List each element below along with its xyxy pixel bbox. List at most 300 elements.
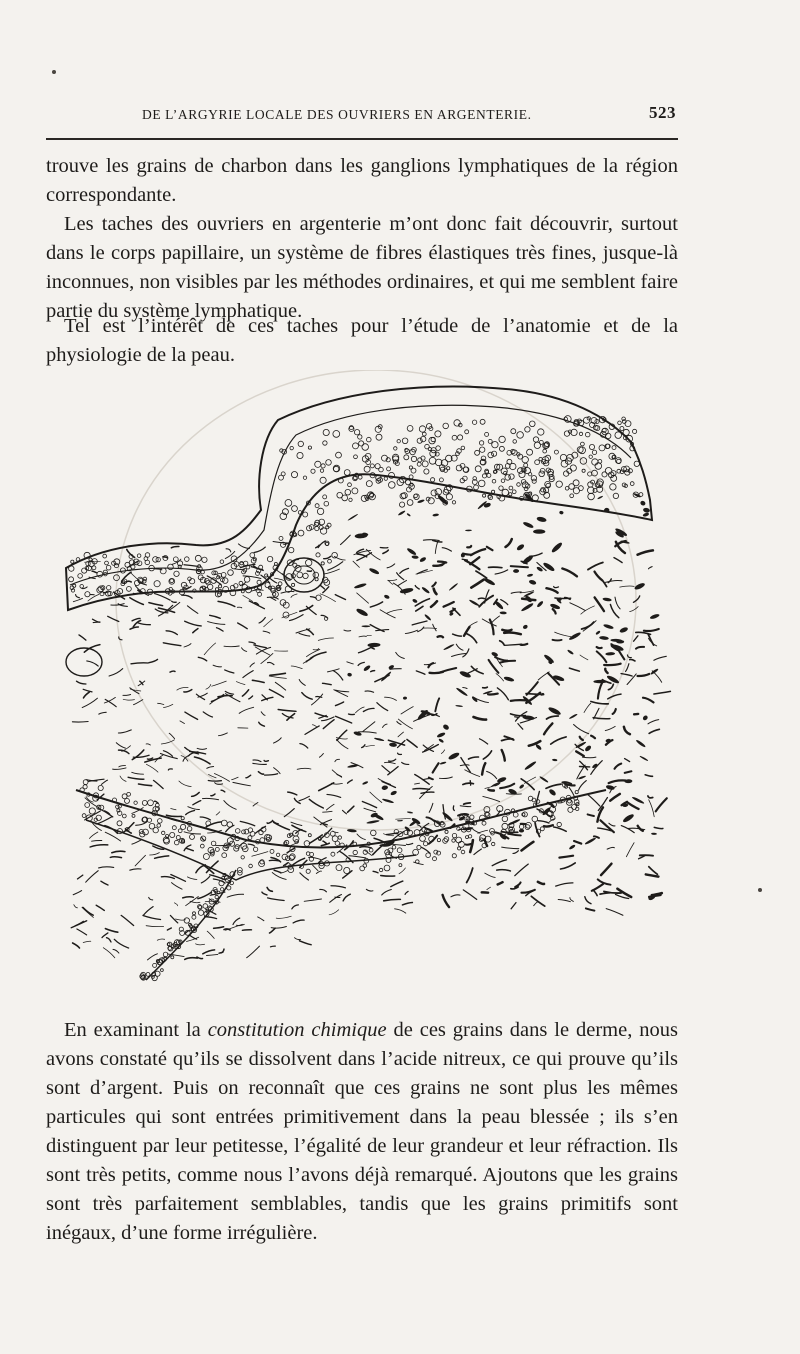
silver-grain-cluster: [355, 607, 368, 617]
fiber-stroke: [428, 663, 433, 667]
fiber-stroke: [161, 877, 174, 879]
fiber-stroke: [370, 792, 382, 803]
tissue-cell: [456, 837, 462, 843]
silver-grain-cluster: [494, 600, 504, 610]
fiber-stroke: [467, 546, 471, 547]
tissue-cell: [215, 895, 218, 898]
tissue-cell: [145, 560, 150, 565]
tissue-cell: [334, 466, 339, 471]
fiber-stroke: [90, 845, 108, 847]
tissue-cell: [249, 864, 253, 868]
tissue-cell: [320, 477, 326, 483]
tissue-cell: [206, 581, 210, 585]
tissue-cell: [168, 564, 174, 570]
tissue-cell: [315, 578, 318, 581]
fiber-stroke: [456, 644, 463, 650]
tissue-cell: [363, 864, 367, 868]
tissue-cell: [293, 563, 297, 567]
fiber-stroke: [300, 744, 308, 749]
fiber-stroke: [267, 887, 272, 891]
paragraph-1: [46, 152, 678, 210]
silver-grain-cluster: [382, 798, 394, 804]
epidermis-inner-line: [70, 405, 631, 585]
fiber-stroke: [536, 791, 540, 804]
fiber-stroke: [630, 659, 635, 660]
fiber-stroke: [299, 633, 310, 636]
tissue-cell: [556, 481, 562, 487]
tissue-cell: [158, 819, 163, 824]
silver-grain-cluster: [642, 512, 649, 517]
tissue-cell: [379, 868, 382, 871]
fiber-stroke: [462, 559, 467, 560]
tissue-cell: [475, 450, 480, 455]
fiber-stroke: [502, 630, 511, 631]
fiber-stroke: [172, 883, 183, 890]
silver-grain-cluster: [424, 614, 432, 621]
silver-grain-cluster: [448, 751, 461, 760]
fiber-stroke: [478, 830, 488, 833]
tissue-cell: [589, 455, 592, 458]
silver-grain-cluster: [381, 785, 388, 791]
paragraph-2: [46, 210, 678, 326]
fiber-stroke: [471, 666, 483, 673]
fiber-stroke: [208, 781, 221, 782]
fiber-stroke: [396, 652, 405, 658]
fiber-stroke: [463, 783, 474, 784]
fiber-stroke: [348, 780, 353, 783]
silver-grain-cluster: [602, 597, 612, 602]
fiber-stroke: [268, 662, 275, 664]
skin-section-engraving: [46, 370, 678, 1010]
fiber-stroke: [139, 784, 152, 786]
fiber-stroke: [619, 650, 625, 659]
tissue-cell: [358, 435, 362, 439]
fiber-stroke: [569, 787, 575, 797]
fiber-stroke: [149, 897, 153, 900]
fiber-stroke: [407, 740, 417, 748]
fiber-stroke: [102, 933, 108, 938]
fiber-stroke: [185, 712, 198, 719]
silver-grain-cluster: [432, 513, 439, 516]
fiber-stroke: [121, 915, 133, 925]
silver-grain-cluster: [419, 556, 427, 563]
fiber-stroke: [544, 825, 553, 826]
tissue-cell: [117, 821, 122, 826]
fiber-stroke: [155, 594, 171, 601]
silver-grain-cluster: [513, 569, 519, 573]
tissue-cell: [445, 830, 448, 833]
fiber-stroke: [258, 917, 264, 921]
tissue-cell: [492, 842, 495, 845]
tissue-cell: [617, 459, 621, 463]
tissue-cell: [235, 829, 240, 834]
tissue-cell: [173, 557, 178, 562]
tissue-cell: [142, 800, 147, 805]
fiber-stroke: [336, 716, 352, 723]
fiber-stroke: [492, 616, 499, 622]
tissue-cell: [198, 910, 203, 915]
fiber-stroke: [328, 669, 340, 672]
fiber-stroke: [242, 648, 247, 652]
fiber-stroke: [553, 609, 556, 613]
tissue-cell: [222, 853, 227, 858]
fiber-stroke: [645, 775, 652, 777]
silver-grain-cluster: [390, 790, 398, 796]
tissue-cell: [513, 440, 517, 444]
tissue-cell: [323, 441, 327, 445]
tissue-cell: [419, 426, 425, 432]
paragraph-3: [46, 312, 678, 370]
fiber-stroke: [166, 815, 181, 816]
fiber-stroke: [395, 909, 406, 913]
fiber-stroke: [177, 688, 188, 691]
fiber-stroke: [248, 844, 254, 846]
fiber-stroke: [249, 696, 253, 699]
fiber-stroke: [206, 684, 211, 689]
fiber-stroke: [574, 725, 589, 734]
fiber-stroke: [471, 549, 485, 555]
tissue-cell: [359, 441, 364, 446]
fiber-stroke: [187, 606, 198, 614]
tissue-cell: [429, 437, 436, 444]
tissue-cell: [595, 426, 600, 431]
fiber-stroke: [203, 950, 215, 954]
tissue-cell: [389, 482, 396, 489]
tissue-cell: [502, 489, 509, 496]
fiber-stroke: [212, 681, 227, 686]
silver-grain-cluster: [524, 760, 537, 770]
fiber-stroke: [464, 803, 471, 804]
fiber-stroke: [113, 768, 126, 769]
fiber-stroke: [207, 931, 214, 938]
tissue-cell: [517, 432, 524, 439]
tissue-cell: [332, 552, 338, 558]
fiber-stroke: [416, 606, 423, 611]
tissue-cell: [103, 554, 107, 558]
fiber-stroke: [495, 570, 508, 574]
tissue-cell: [488, 452, 494, 458]
fiber-stroke: [85, 562, 101, 563]
fiber-stroke: [649, 729, 659, 733]
fiber-stroke: [261, 653, 273, 663]
tissue-cell: [69, 577, 74, 582]
tissue-cell: [181, 824, 186, 829]
fiber-stroke: [255, 826, 266, 833]
silver-grain-cluster: [551, 541, 564, 553]
fiber-stroke: [127, 550, 135, 558]
fiber-stroke: [441, 668, 457, 672]
fiber-stroke: [327, 794, 341, 797]
hair-follicle: [284, 558, 324, 592]
fiber-stroke: [483, 751, 491, 759]
tissue-cell: [178, 829, 182, 833]
silver-grain-cluster: [503, 676, 514, 683]
tissue-cell: [297, 452, 303, 458]
tissue-cell: [353, 850, 357, 854]
fiber-stroke: [463, 688, 467, 689]
tissue-cell: [409, 475, 413, 479]
fiber-stroke: [344, 630, 351, 631]
fiber-stroke: [597, 647, 602, 648]
fiber-stroke: [562, 569, 577, 577]
fiber-stroke: [580, 655, 588, 660]
fiber-stroke: [174, 903, 177, 906]
fiber-stroke: [429, 803, 433, 812]
fiber-stroke: [363, 708, 374, 711]
tissue-cell: [394, 447, 397, 450]
tissue-cell: [105, 561, 109, 565]
fiber-stroke: [200, 817, 210, 820]
fiber-stroke: [588, 814, 594, 816]
fiber-stroke: [93, 622, 100, 623]
tissue-cell: [540, 827, 544, 831]
tissue-cell: [170, 579, 174, 583]
fiber-stroke: [274, 738, 282, 743]
fiber-stroke: [496, 674, 504, 681]
fiber-stroke: [468, 622, 477, 628]
tissue-cell: [220, 560, 224, 564]
fiber-stroke: [500, 784, 514, 788]
tissue-cell: [97, 571, 103, 577]
tissue-cell: [439, 478, 443, 482]
fiber-stroke: [607, 847, 614, 849]
fiber-stroke: [347, 662, 354, 664]
silver-grain-cluster: [366, 820, 379, 825]
fiber-stroke: [580, 761, 588, 770]
tissue-cell: [575, 791, 578, 794]
tissue-cell: [480, 419, 485, 424]
tissue-cell: [579, 486, 584, 491]
fiber-stroke: [182, 595, 192, 598]
fiber-stroke: [453, 806, 454, 811]
fiber-stroke: [293, 920, 304, 923]
silver-grain-cluster: [500, 611, 507, 614]
fiber-stroke: [320, 594, 335, 602]
fiber-stroke: [358, 732, 376, 733]
fiber-stroke: [620, 586, 634, 587]
tissue-cell: [321, 562, 324, 565]
silver-grain-cluster: [643, 507, 651, 513]
fiber-stroke: [83, 689, 92, 692]
fiber-stroke: [218, 601, 235, 606]
fiber-stroke: [378, 779, 391, 785]
tissue-cell: [564, 431, 569, 436]
tissue-cell: [490, 829, 495, 834]
tissue-cell: [362, 444, 369, 451]
tissue-cell: [324, 501, 329, 506]
tissue-cell: [134, 801, 137, 804]
fiber-stroke: [210, 696, 225, 704]
fiber-stroke: [240, 821, 255, 825]
fiber-stroke: [508, 834, 521, 836]
tissue-cell: [154, 581, 160, 587]
tissue-cell: [132, 814, 135, 817]
fiber-stroke: [226, 924, 243, 930]
fiber-stroke: [605, 726, 615, 730]
fiber-stroke: [610, 794, 620, 801]
fiber-stroke: [597, 651, 607, 662]
silver-grain-cluster: [542, 561, 555, 572]
fiber-stroke: [558, 900, 570, 902]
fiber-stroke: [78, 875, 83, 879]
fiber-stroke: [233, 782, 251, 785]
tissue-cell: [244, 577, 250, 583]
tissue-cell: [323, 429, 329, 435]
fiber-stroke: [203, 798, 219, 799]
fiber-stroke: [654, 691, 671, 694]
tissue-cell: [364, 466, 370, 472]
fiber-stroke: [469, 757, 479, 759]
tissue-cell: [525, 427, 530, 432]
tissue-cell: [162, 831, 165, 834]
silver-grain-cluster: [651, 833, 657, 836]
fiber-stroke: [275, 682, 285, 690]
fiber-stroke: [638, 674, 650, 676]
fiber-stroke: [412, 621, 427, 625]
tissue-cell: [292, 506, 298, 512]
tissue-cell: [353, 443, 359, 449]
fiber-stroke: [221, 790, 225, 792]
fiber-stroke: [168, 769, 172, 770]
tissue-cell: [344, 470, 350, 476]
tissue-cell: [483, 494, 486, 497]
fiber-stroke: [155, 856, 169, 858]
fiber-stroke: [547, 716, 559, 719]
tissue-cell: [174, 840, 179, 845]
fiber-stroke: [154, 780, 164, 788]
tissue-cell: [461, 446, 465, 450]
fiber-stroke: [480, 739, 488, 744]
fiber-stroke: [605, 669, 607, 673]
fiber-stroke: [593, 890, 597, 896]
tissue-cell: [242, 830, 246, 834]
fiber-stroke: [488, 694, 498, 695]
tissue-cell: [220, 888, 223, 891]
tissue-cell: [532, 816, 538, 822]
fiber-stroke: [487, 547, 493, 550]
fiber-stroke: [580, 737, 583, 740]
tissue-cell: [185, 557, 190, 562]
fiber-stroke: [271, 946, 276, 947]
fiber-stroke: [143, 916, 161, 920]
silver-grain-cluster: [568, 631, 581, 641]
fiber-stroke: [205, 917, 217, 919]
fiber-stroke: [118, 730, 131, 733]
tissue-cell: [465, 430, 469, 434]
fiber-stroke: [306, 657, 313, 662]
tissue-cell: [338, 836, 341, 839]
fiber-stroke: [214, 927, 224, 929]
fiber-stroke: [184, 644, 191, 647]
fiber-stroke: [385, 762, 396, 763]
fiber-stroke: [302, 693, 312, 700]
tissue-cell: [417, 462, 421, 466]
tissue-cell: [250, 553, 255, 558]
silver-grain-cluster: [640, 500, 647, 506]
fiber-stroke: [237, 607, 242, 608]
tissue-cell: [170, 832, 175, 837]
tissue-cell: [174, 571, 179, 576]
fiber-stroke: [116, 743, 125, 748]
tissue-cell: [176, 836, 180, 840]
fiber-stroke: [270, 673, 286, 675]
fiber-stroke: [333, 831, 338, 833]
fiber-stroke: [297, 768, 311, 769]
silver-grain-cluster: [650, 668, 659, 675]
fiber-stroke: [130, 598, 144, 605]
fiber-stroke: [138, 681, 145, 686]
fiber-stroke: [120, 776, 126, 781]
fiber-stroke: [574, 841, 581, 844]
fiber-stroke: [382, 890, 392, 896]
fiber-stroke: [204, 643, 215, 655]
tissue-cell: [369, 848, 373, 852]
tissue-cell: [538, 429, 544, 435]
tissue-cell: [613, 493, 618, 498]
fiber-stroke: [373, 871, 378, 873]
tissue-cell: [308, 446, 311, 449]
silver-grain-cluster: [347, 764, 359, 768]
fiber-stroke: [163, 643, 181, 646]
tissue-cell: [458, 841, 464, 847]
fiber-stroke: [444, 602, 454, 607]
tissue-cell: [524, 463, 528, 467]
fiber-stroke: [103, 592, 107, 593]
fiber-stroke: [262, 892, 267, 895]
fiber-stroke: [132, 840, 141, 844]
fiber-stroke: [515, 882, 521, 887]
fiber-stroke: [143, 907, 153, 916]
tissue-cell: [323, 495, 327, 499]
tissue-cell: [375, 464, 380, 469]
tissue-cell: [267, 556, 272, 561]
tissue-cell: [354, 430, 359, 435]
fiber-stroke: [284, 809, 294, 817]
fiber-stroke: [483, 687, 488, 688]
fiber-stroke: [484, 839, 487, 846]
silver-grain-cluster: [584, 745, 592, 753]
tissue-cell: [407, 500, 413, 506]
fiber-stroke: [304, 899, 321, 901]
fiber-stroke: [594, 708, 599, 719]
fiber-stroke: [258, 772, 263, 774]
fiber-stroke: [621, 826, 634, 833]
fiber-stroke: [74, 905, 78, 908]
fiber-stroke: [441, 750, 444, 754]
fiber-stroke: [485, 873, 495, 877]
fiber-stroke: [432, 583, 436, 587]
silver-grain-cluster: [584, 837, 596, 845]
tissue-cell: [470, 815, 474, 819]
fiber-stroke: [313, 648, 319, 649]
fiber-stroke: [435, 541, 438, 554]
fiber-stroke: [207, 767, 214, 769]
tissue-cell: [278, 582, 282, 586]
fiber-stroke: [398, 753, 402, 754]
fiber-stroke: [353, 561, 359, 567]
tissue-cell: [533, 437, 538, 442]
silver-grain-cluster: [516, 543, 525, 551]
tissue-cell: [202, 557, 207, 562]
silver-grain-cluster: [550, 603, 561, 610]
fiber-stroke: [264, 760, 268, 761]
fiber-stroke: [387, 610, 402, 614]
fiber-stroke: [466, 844, 471, 845]
fiber-stroke: [535, 823, 540, 837]
tissue-cell: [406, 480, 411, 485]
tissue-cell: [336, 452, 342, 458]
tissue-cell: [488, 495, 492, 499]
